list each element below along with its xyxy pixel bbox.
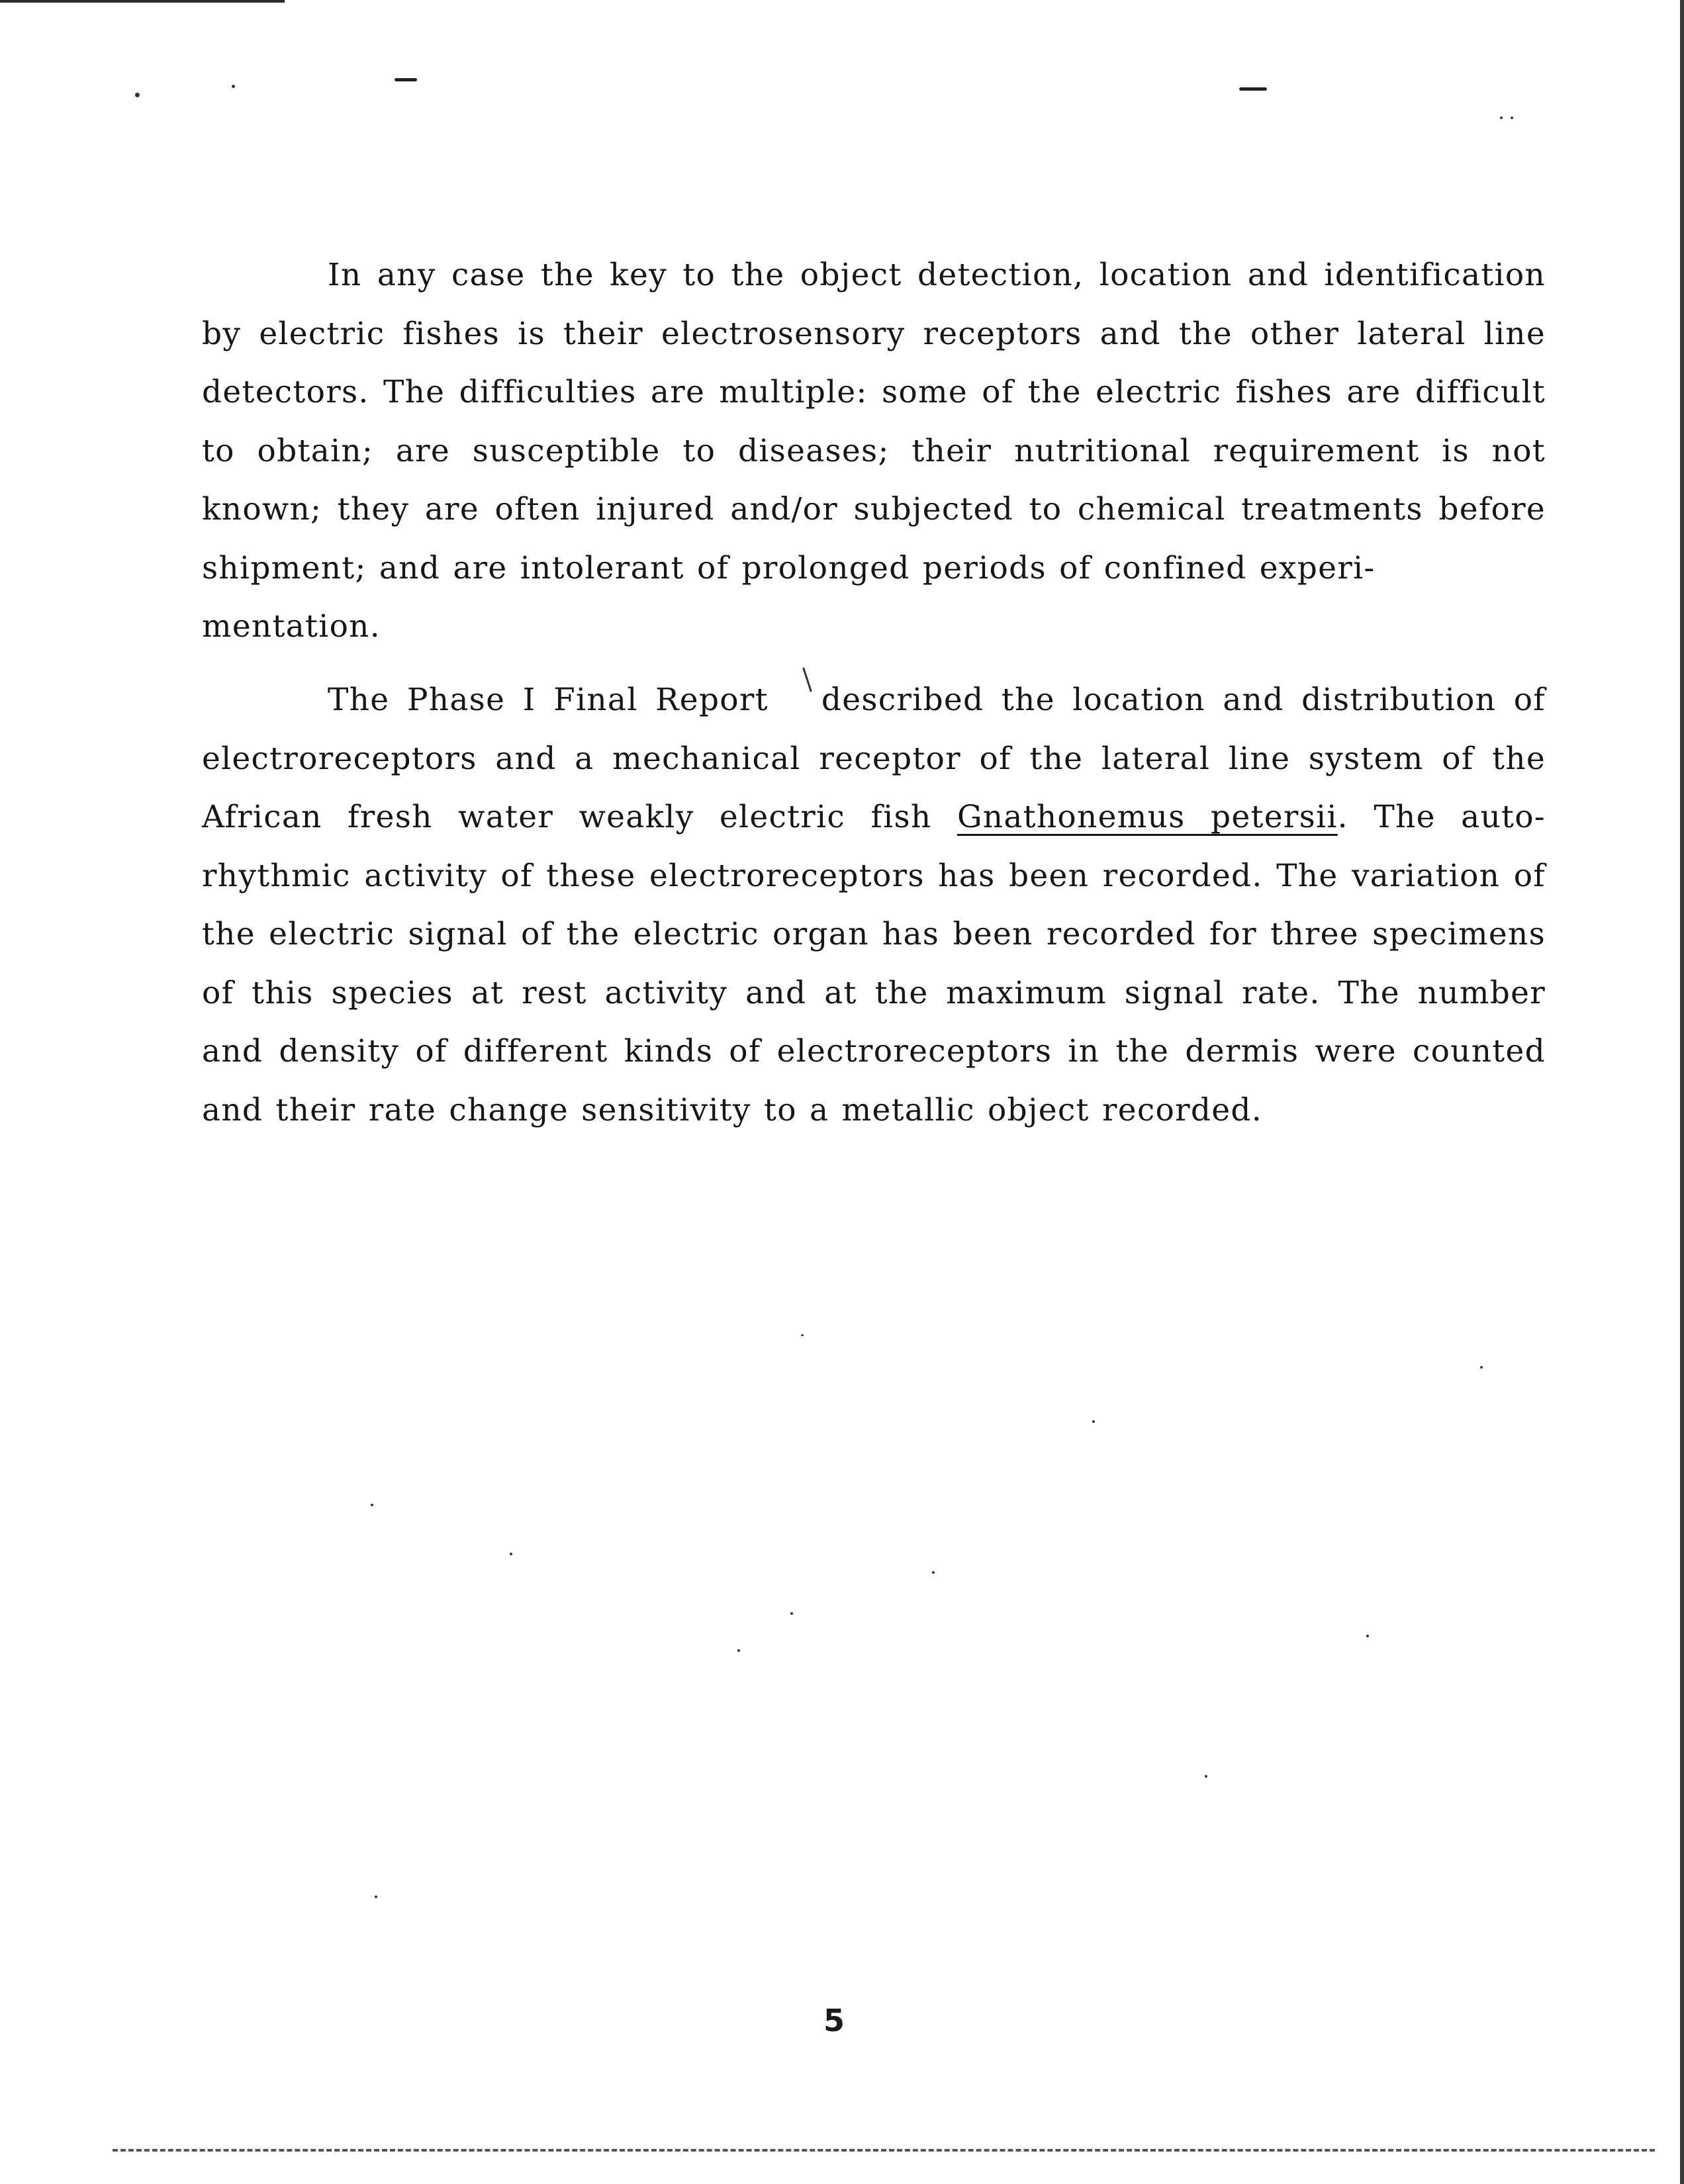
scan-speck (1500, 116, 1503, 119)
scan-speck (232, 85, 235, 88)
scan-bottom-rule (113, 2149, 1655, 2152)
scan-speck (801, 1334, 804, 1336)
scan-mark (1239, 87, 1267, 91)
scan-top-rule (0, 0, 285, 3)
paragraph-1-text: In any case the key to the object detection, location and identification by electric fishes is their electrosensory receptors and the other lateral line detectors. The difficulties are multiple: some of the electric fishes are difficult to obtain; are susceptible to diseases; their nutritional requirement is not known; they are often injured and/or subjected to chemical treatments before shipment; and are intolerant of prolonged periods of confined experi- (202, 257, 1546, 586)
paragraph-2-continuation: . The auto-rhythmic activity of these electroreceptors has been recorded. The variation of the electric signal of the electric organ has been recorded for three specimens of this species at rest activity and at the maximum signal rate. The number and density of different kinds of electroreceptors in the dermis were counted and their rate change sensitivity to a metallic object recorded. (202, 799, 1546, 1128)
scan-speck (1092, 1420, 1095, 1423)
paragraph-1-last-line: mentation. (202, 608, 381, 645)
scan-mark (395, 78, 417, 81)
scan-speck (790, 1612, 793, 1615)
scan-speck (1366, 1635, 1369, 1637)
scan-speck (371, 1504, 373, 1506)
scan-speck (375, 1895, 377, 1898)
paragraph-1 (202, 246, 1546, 657)
paragraph-2-text: described the location and distribution of electroreceptors and a mechanical receptor of the lateral line system of the African fresh water weakly electric fish (202, 682, 1546, 835)
scan-speck (932, 1571, 935, 1574)
paragraph-2-lead: The Phase I Final Report (328, 682, 769, 718)
scan-speck (1205, 1775, 1207, 1778)
scan-speck (1480, 1366, 1483, 1369)
scan-speck (510, 1553, 512, 1555)
page-number: 5 (823, 2003, 845, 2038)
paragraph-2 (202, 671, 1546, 1140)
scan-speck (135, 93, 140, 97)
species-name: Gnathonemus petersii (957, 799, 1338, 835)
scan-speck (737, 1649, 740, 1652)
scan-right-edge (1680, 0, 1684, 2184)
scan-speck (1511, 116, 1513, 119)
